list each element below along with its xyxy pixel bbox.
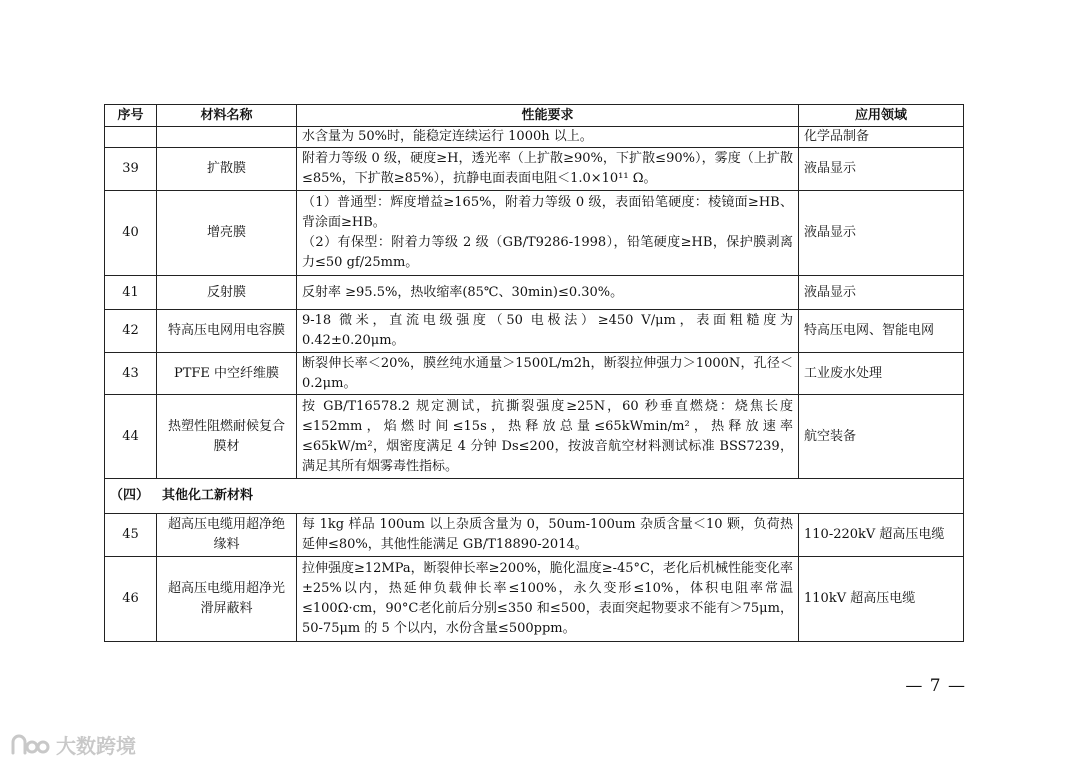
row-requirements: 断裂伸长率＜20%，膜丝纯水通量＞1500L/m2h，断裂拉伸强力＞1000N，孔径＜0.2μm。 — [297, 353, 799, 395]
watermark-text: 大数跨境 — [56, 734, 136, 758]
row-no — [105, 127, 157, 148]
row-application: 航空装备 — [799, 395, 964, 479]
row-name: 扩散膜 — [157, 148, 297, 191]
row-application: 液晶显示 — [799, 276, 964, 310]
row-requirements: 附着力等级 0 级，硬度≥H，透光率（上扩散≥90%，下扩散≤90%），雾度（上扩散≤85%，下扩散≥85%），抗静电面表面电阻＜1.0×10¹¹ Ω。 — [297, 148, 799, 191]
row-application: 液晶显示 — [799, 148, 964, 191]
row-requirements: （1）普通型：辉度增益≥165%，附着力等级 0 级，表面铅笔硬度：棱镜面≥HB、背涂面≥HB。 （2）有保型：附着力等级 2 级（GB/T9286-1998），铅笔硬度≥HB，保护膜剥离力≤50 gf/25mm。 — [297, 191, 799, 276]
logo-icon — [10, 734, 50, 756]
row-no: 42 — [105, 310, 157, 353]
row-requirements: 每 1kg 样品 100um 以上杂质含量为 0，50um-100um 杂质含量＜10 颗，负荷热延伸≤80%，其他性能满足 GB/T18890-2014。 — [297, 514, 799, 557]
table-row — [105, 514, 964, 557]
watermark — [10, 730, 136, 759]
row-application: 液晶显示 — [799, 191, 964, 276]
row-name: 超高压电缆用超净绝缘料 — [157, 514, 297, 557]
row-application: 工业废水处理 — [799, 353, 964, 395]
table-header-row — [105, 105, 964, 127]
row-name: PTFE 中空纤维膜 — [157, 353, 297, 395]
header-name: 材料名称 — [157, 105, 297, 127]
row-no: 46 — [105, 557, 157, 642]
table-row — [105, 148, 964, 191]
row-name: 增亮膜 — [157, 191, 297, 276]
table-row — [105, 276, 964, 310]
page-number: — 7 — — [905, 676, 966, 696]
row-requirements: 9-18 微米，直流电级强度（50 电极法）≥450 V/μm，表面粗糙度为 0.42±0.20μm。 — [297, 310, 799, 353]
header-requirements: 性能要求 — [297, 105, 799, 127]
section-heading — [105, 479, 964, 514]
row-name: 特高压电网用电容膜 — [157, 310, 297, 353]
row-requirements: 水含量为 50%时，能稳定连续运行 1000h 以上。 — [297, 127, 799, 148]
row-name: 热塑性阻燃耐候复合膜材 — [157, 395, 297, 479]
row-no: 43 — [105, 353, 157, 395]
row-no: 40 — [105, 191, 157, 276]
header-no: 序号 — [105, 105, 157, 127]
section-number: （四） — [110, 488, 150, 503]
table-row — [105, 310, 964, 353]
spec-table — [104, 104, 964, 642]
row-name: 超高压电缆用超净光滑屏蔽料 — [157, 557, 297, 642]
row-requirements: 拉伸强度≥12MPa，断裂伸长率≥200%，脆化温度≥-45°C，老化后机械性能变化率±25%以内，热延伸负载伸长率≤100%，永久变形≤10%，体积电阻率常温≤100Ω·cm，90°C老化前后分别≤350 和≤500，表面突起物要求不能有＞75μm，50-75μm 的 5 个以内，水份含量≤500ppm。 — [297, 557, 799, 642]
row-no: 39 — [105, 148, 157, 191]
row-application: 化学品制备 — [799, 127, 964, 148]
row-no: 44 — [105, 395, 157, 479]
row-requirements: 按 GB/T16578.2 规定测试，抗撕裂强度≥25N，60 秒垂直燃烧：烧焦长度≤152mm，焰燃时间≤15s，热释放总量≤65kWmin/m²，热释放速率≤65kW/m²，烟密度满足 4 分钟 Ds≤200，按波音航空材料测试标准 BSS7239，满足其所有烟雾毒性指标。 — [297, 395, 799, 479]
row-no: 41 — [105, 276, 157, 310]
table-row — [105, 395, 964, 479]
table-row — [105, 353, 964, 395]
section-title: 其他化工新材料 — [162, 488, 254, 503]
row-name — [157, 127, 297, 148]
row-no: 45 — [105, 514, 157, 557]
row-name: 反射膜 — [157, 276, 297, 310]
row-requirements: 反射率 ≥95.5%，热收缩率(85℃、30min)≤0.30%。 — [297, 276, 799, 310]
row-application: 110-220kV 超高压电缆 — [799, 514, 964, 557]
row-application: 特高压电网、智能电网 — [799, 310, 964, 353]
table-row — [105, 127, 964, 148]
header-application: 应用领域 — [799, 105, 964, 127]
section-row — [105, 479, 964, 514]
row-application: 110kV 超高压电缆 — [799, 557, 964, 642]
table-row — [105, 557, 964, 642]
table-row — [105, 191, 964, 276]
